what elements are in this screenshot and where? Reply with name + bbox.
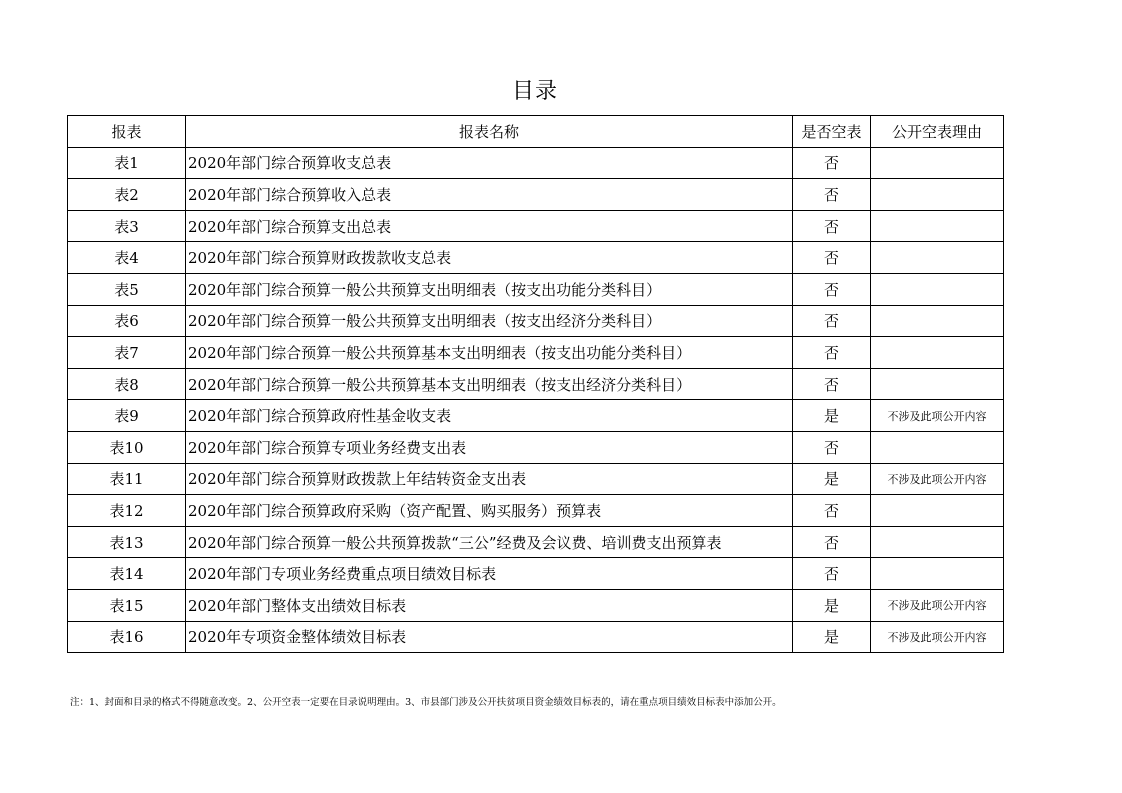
cell-is-empty: 否 [793,147,871,179]
cell-is-empty: 否 [793,526,871,558]
cell-table-name: 2020年部门综合预算政府性基金收支表 [186,400,793,432]
cell-empty-reason [871,337,1004,369]
table-row [68,621,1004,653]
cell-empty-reason: 不涉及此项公开内容 [871,400,1004,432]
cell-table-id: 表6 [68,305,186,337]
cell-empty-reason [871,179,1004,211]
cell-is-empty: 否 [793,210,871,242]
cell-table-name: 2020年部门综合预算专项业务经费支出表 [186,431,793,463]
table-header-row [68,116,1004,148]
cell-empty-reason: 不涉及此项公开内容 [871,463,1004,495]
footnote: 注：1、封面和目录的格式不得随意改变。2、公开空表一定要在目录说明理由。3、市县部门涉及公开扶贫项目资金绩效目标表的，请在重点项目绩效目标表中添加公开。 [70,697,782,708]
cell-table-name: 2020年部门综合预算一般公共预算支出明细表（按支出经济分类科目） [186,305,793,337]
cell-is-empty: 是 [793,400,871,432]
cell-table-id: 表8 [68,368,186,400]
cell-empty-reason [871,495,1004,527]
cell-empty-reason [871,526,1004,558]
cell-table-id: 表10 [68,431,186,463]
cell-table-name: 2020年部门综合预算一般公共预算基本支出明细表（按支出功能分类科目） [186,337,793,369]
cell-table-name: 2020年部门专项业务经费重点项目绩效目标表 [186,558,793,590]
table-row [68,400,1004,432]
catalog-table [67,115,1004,653]
cell-table-id: 表14 [68,558,186,590]
cell-is-empty: 否 [793,305,871,337]
cell-is-empty: 否 [793,242,871,274]
cell-table-id: 表12 [68,495,186,527]
page-title: 目录 [511,79,558,104]
cell-table-id: 表1 [68,147,186,179]
cell-table-name: 2020年部门综合预算政府采购（资产配置、购买服务）预算表 [186,495,793,527]
cell-table-name: 2020年部门综合预算财政拨款收支总表 [186,242,793,274]
cell-table-id: 表5 [68,273,186,305]
cell-is-empty: 否 [793,179,871,211]
cell-table-id: 表2 [68,179,186,211]
cell-is-empty: 否 [793,368,871,400]
cell-table-id: 表11 [68,463,186,495]
cell-table-id: 表9 [68,400,186,432]
cell-empty-reason [871,147,1004,179]
cell-empty-reason [871,305,1004,337]
cell-table-name: 2020年部门综合预算收支总表 [186,147,793,179]
cell-table-name: 2020年部门综合预算一般公共预算基本支出明细表（按支出经济分类科目） [186,368,793,400]
table-row [68,463,1004,495]
table-row [68,368,1004,400]
table-row [68,558,1004,590]
cell-table-id: 表7 [68,337,186,369]
table-row [68,242,1004,274]
cell-is-empty: 否 [793,273,871,305]
table-row [68,431,1004,463]
table-row [68,589,1004,621]
cell-empty-reason [871,210,1004,242]
table-row [68,305,1004,337]
cell-empty-reason [871,273,1004,305]
table-row [68,210,1004,242]
cell-empty-reason [871,431,1004,463]
table-row [68,526,1004,558]
cell-table-id: 表4 [68,242,186,274]
table-row [68,495,1004,527]
cell-table-name: 2020年部门综合预算一般公共预算支出明细表（按支出功能分类科目） [186,273,793,305]
table-row [68,179,1004,211]
cell-is-empty: 是 [793,621,871,653]
cell-is-empty: 否 [793,558,871,590]
cell-table-id: 表13 [68,526,186,558]
cell-empty-reason [871,368,1004,400]
table-row [68,147,1004,179]
cell-table-name: 2020年部门整体支出绩效目标表 [186,589,793,621]
cell-table-id: 表16 [68,621,186,653]
table-row [68,337,1004,369]
cell-table-name: 2020年部门综合预算财政拨款上年结转资金支出表 [186,463,793,495]
table-body [68,147,1004,653]
header-table-id: 报表 [68,116,186,148]
cell-empty-reason: 不涉及此项公开内容 [871,621,1004,653]
cell-table-name: 2020年部门综合预算支出总表 [186,210,793,242]
cell-is-empty: 是 [793,463,871,495]
cell-empty-reason: 不涉及此项公开内容 [871,589,1004,621]
header-is-empty: 是否空表 [793,116,871,148]
cell-empty-reason [871,558,1004,590]
table-row [68,273,1004,305]
header-empty-reason: 公开空表理由 [871,116,1004,148]
cell-is-empty: 否 [793,337,871,369]
cell-is-empty: 否 [793,431,871,463]
cell-table-id: 表3 [68,210,186,242]
cell-table-name: 2020年部门综合预算一般公共预算拨款“三公”经费及会议费、培训费支出预算表 [186,526,793,558]
header-table-name: 报表名称 [186,116,793,148]
cell-table-id: 表15 [68,589,186,621]
cell-table-name: 2020年部门综合预算收入总表 [186,179,793,211]
cell-table-name: 2020年专项资金整体绩效目标表 [186,621,793,653]
cell-is-empty: 是 [793,589,871,621]
cell-empty-reason [871,242,1004,274]
cell-is-empty: 否 [793,495,871,527]
